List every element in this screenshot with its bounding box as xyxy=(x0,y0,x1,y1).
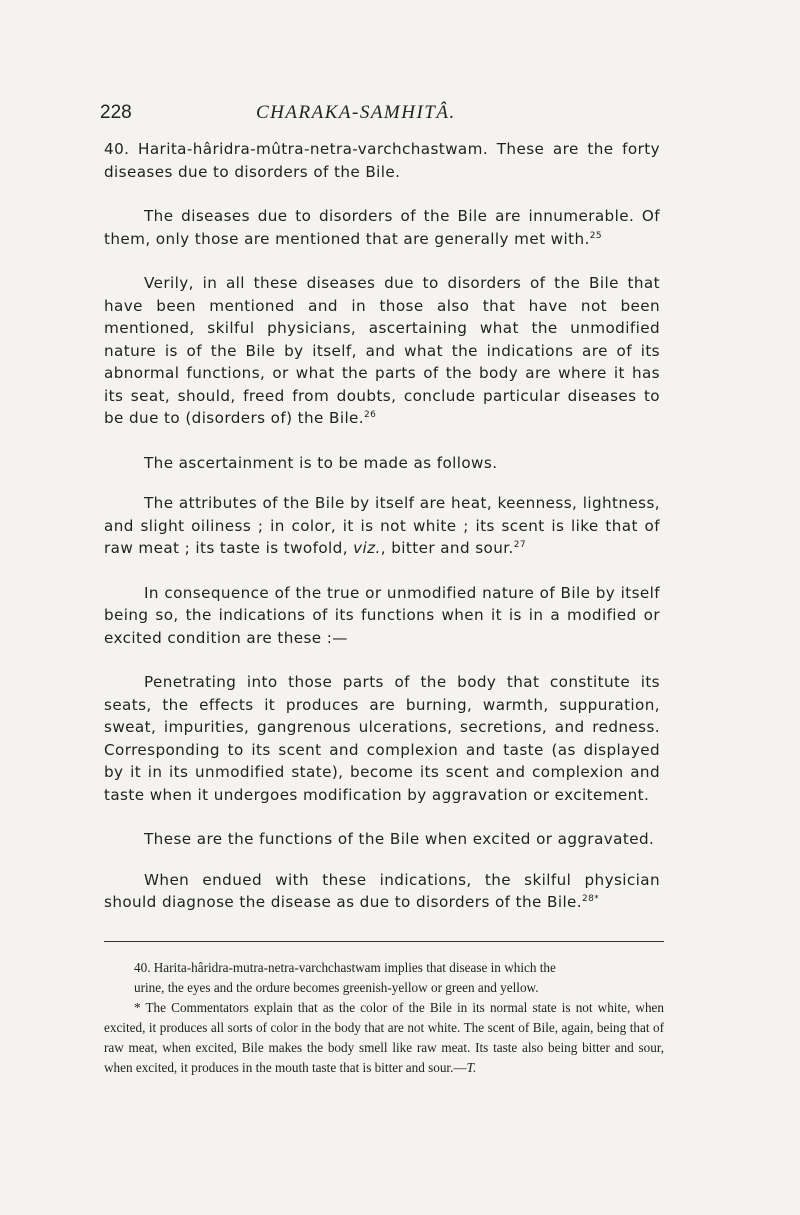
paragraph xyxy=(104,582,660,650)
footnote-ref: 27 xyxy=(513,539,526,550)
footnotes xyxy=(104,958,664,1078)
footnote-text: * The Commentators explain that as the color of the Bile in its normal state is not white, when excited, it produces all sorts of color in the body that are not white. The scent of Bile, again, being that of raw meat, when excited, Bile makes the body smell like raw meat. Its taste also being bitter and sour, when excited, it produces in the mouth taste that is bitter and sour.— xyxy=(104,1000,664,1075)
paragraph xyxy=(104,205,660,250)
footnote-signature: T. xyxy=(466,1060,477,1075)
footnote-40 xyxy=(104,958,664,978)
running-title: CHARAKA-SAMHITÂ. xyxy=(256,102,456,123)
paragraph-text: The ascertainment is to be made as follows. xyxy=(144,453,498,472)
paragraph-verse-40 xyxy=(104,138,660,183)
paragraph-italic: viz. xyxy=(353,539,381,557)
paragraph xyxy=(104,492,660,560)
paragraph-text: Verily, in all these diseases due to disorders of the Bile that have been mentioned and in those also that have not been mentioned, skilful physicians, ascertaining what the unmodified nature is of the Bile by itself, and what the indications are of its abnormal functions, or what the parts of the body are where it has its seat, should, freed from doubts, conclude particular diseases to be due to (disorders of) the Bile. xyxy=(104,274,660,427)
paragraph-text: These are the functions of the Bile when excited or aggravated. xyxy=(144,830,655,848)
paragraph-text: In consequence of the true or unmodified nature of Bile by itself being so, the indications of its functions when it is in a modified or excited condition are these :— xyxy=(104,583,660,647)
paragraph-text: Penetrating into those parts of the body that constitute its seats, the effects it produces are burning, warmth, suppuration, sweat, impurities, gangrenous ulcerations, secretions, and redness. Corresponding to its scent and complexion and taste (as displayed by it in its unmodified state), become its scent and complexion and taste when it undergoes modification by aggravation or excitement. xyxy=(104,673,660,804)
paragraph xyxy=(104,828,660,851)
body-text xyxy=(104,138,660,914)
footnote-ref: 26 xyxy=(364,409,377,420)
running-head xyxy=(100,100,660,130)
paragraph-text: 40. Harita-hâridra-mûtra-netra-varchchastwam. These are the forty diseases due to disorders of the Bile. xyxy=(104,140,660,181)
page xyxy=(100,100,660,936)
paragraph xyxy=(104,452,660,475)
footnote-text: 40. Harita-hâridra-mutra-netra-varchchastwam implies that disease in which the xyxy=(134,960,556,975)
paragraph-text: When endued with these indications, the skilful physician should diagnose the disease as due to disorders of the Bile. xyxy=(104,870,660,911)
paragraph-text: , bitter and sour. xyxy=(380,539,514,557)
footnote-40-continued xyxy=(104,978,664,998)
footnote-ref: 28* xyxy=(582,893,600,904)
footnote-text: urine, the eyes and the ordure becomes greenish-yellow or green and yellow. xyxy=(134,980,539,995)
paragraph xyxy=(104,671,660,806)
paragraph-text: The diseases due to disorders of the Bile are innumerable. Of them, only those are mentioned that are generally met with. xyxy=(104,207,660,248)
paragraph xyxy=(104,869,660,914)
footnote-star xyxy=(104,998,664,1078)
paragraph-text: The attributes of the Bile by itself are heat, keenness, lightness, and slight oiliness ; in color, it is not white ; its scent is like that of raw meat ; its taste is twofold, xyxy=(104,494,660,557)
footnote-ref: 25 xyxy=(589,230,602,241)
footnote-divider xyxy=(104,941,664,942)
page-number: 228 xyxy=(100,102,132,123)
paragraph xyxy=(104,272,660,430)
